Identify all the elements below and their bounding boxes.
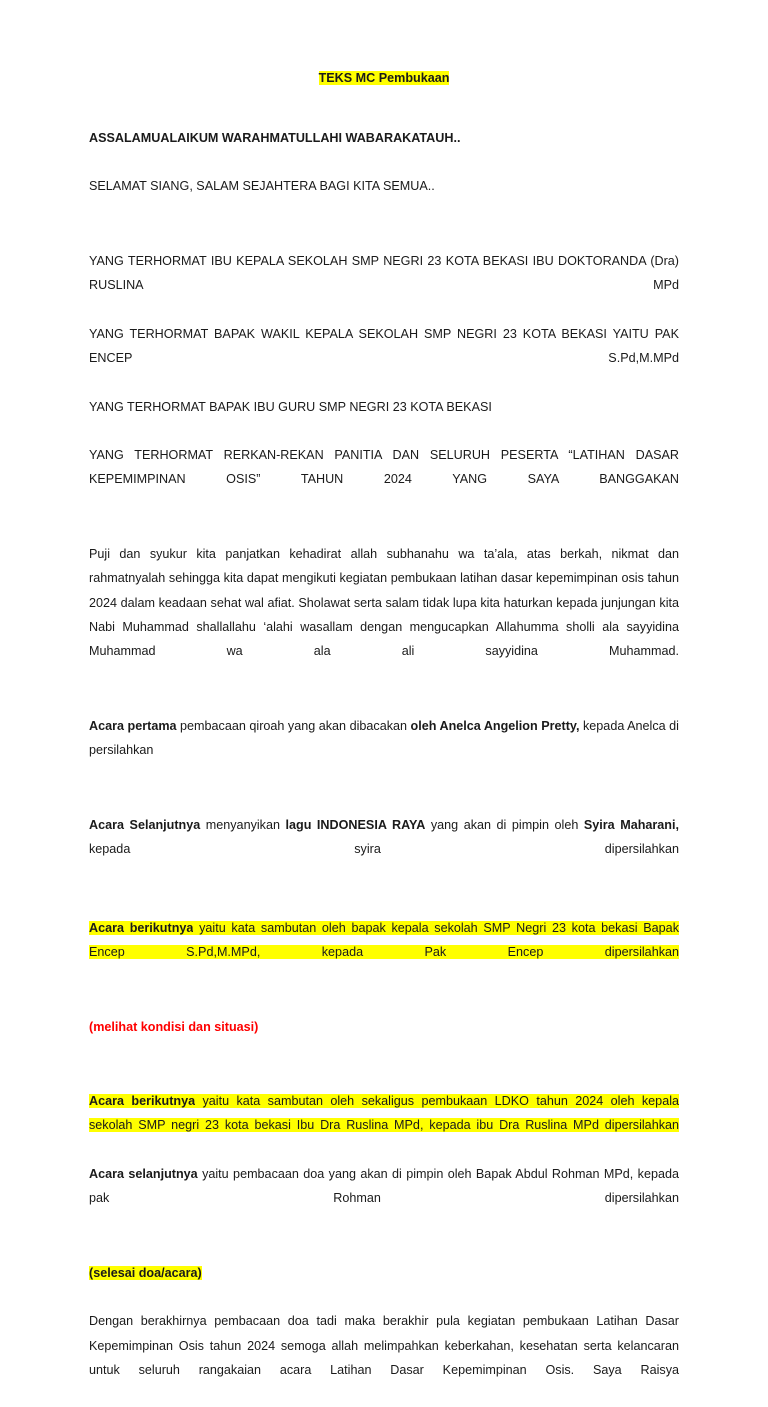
document-title: TEKS MC Pembukaan bbox=[318, 71, 450, 85]
acara-kedua-text-2: yang akan di pimpin oleh bbox=[425, 817, 584, 832]
spacer bbox=[89, 516, 679, 542]
spacer bbox=[89, 688, 679, 714]
acara-kelima-text: yaitu pembacaan doa yang akan di pimpin oleh Bapak Abdul Rohman MPd, kepada pak Rohman dipersilahkan bbox=[89, 1166, 679, 1206]
acara-ketiga-text: yaitu kata sambutan oleh bapak kepala sekolah SMP Negri 23 kota bekasi Bapak Encep S.Pd,M.MPd, kepada Pak Encep dipersilahkan bbox=[89, 920, 679, 959]
honorific-wakil-kepala-sekolah: YANG TERHORMAT BAPAK WAKIL KEPALA SEKOLAH SMP NEGRI 23 KOTA BEKASI YAITU PAK ENCEP S.Pd,M.MPd bbox=[89, 326, 679, 365]
spacer bbox=[89, 223, 679, 249]
stage-note-kondisi-text: (melihat kondisi dan situasi) bbox=[89, 1019, 259, 1034]
acara-pertama-tail: kepada Anelca di persilahkan bbox=[89, 718, 679, 758]
acara-kedua-tail: kepada syira dipersilahkan bbox=[89, 842, 679, 857]
spacer bbox=[89, 1063, 679, 1089]
acara-keempat-label: Acara berikutnya bbox=[89, 1094, 196, 1109]
spacer bbox=[89, 989, 679, 1015]
spacer bbox=[89, 115, 679, 126]
acara-kedua-text: menyanyikan bbox=[200, 817, 286, 832]
acara-kedua-label: Acara Selanjutnya bbox=[89, 817, 201, 832]
greeting-salam: ASSALAMUALAIKUM WARAHMATULLAHI WABARAKATAUH.. bbox=[89, 130, 461, 145]
stage-note-selesai-text: (selesai doa/acara) bbox=[89, 1265, 202, 1280]
stage-note-selesai bbox=[89, 1261, 679, 1310]
acara-kedua-paragraph bbox=[89, 813, 679, 886]
honorific-kepala-sekolah: YANG TERHORMAT IBU KEPALA SEKOLAH SMP NEGRI 23 KOTA BEKASI IBU DOKTORANDA (Dra) RUSLINA MPd bbox=[89, 253, 679, 293]
spacer bbox=[89, 1235, 679, 1261]
opening-paragraph: Puji dan syukur kita panjatkan kehadirat allah subhanahu wa ta’ala, atas berkah, nikmat dan rahmatnyalah sehingga kita dapat mengikuti kegiatan pembukaan latihan dasar kepemimpinan osis tahun 2024 dalam keadaan sehat wal afiat. Sholawat serta salam tidak lupa kita haturkan kepada junjungan kita Nabi Muhammad shallallahu ‘alahi wasallam dengan mengucapkan Allahumma sholli ala sayyidina Muhammad wa ala ali sayyidina Muhammad. bbox=[89, 547, 679, 659]
acara-keempat-paragraph bbox=[89, 1089, 679, 1162]
acara-kedua-song: lagu INDONESIA RAYA bbox=[285, 817, 426, 832]
acara-kelima-label: Acara selanjutnya bbox=[89, 1166, 198, 1181]
acara-keempat-text: yaitu kata sambutan oleh sekaligus pembukaan LDKO tahun 2024 oleh kepala sekolah SMP negri 23 kota bekasi Ibu Dra Ruslina MPd, kepada ibu Dra Ruslina MPd dipersilahkan bbox=[89, 1094, 679, 1133]
spacer bbox=[89, 787, 679, 813]
acara-pertama-paragraph bbox=[89, 714, 679, 787]
closing-paragraph: Dengan berakhirnya pembacaan doa tadi maka berakhir pula kegiatan pembukaan Latihan Dasar Kepemimpinan Osis tahun 2024 semoga allah melimpahkan keberkahan, kesehatan serta kelancaran untuk seluruh rangakaian acara Latihan Dasar Kepemimpinan Osis. Saya Raisya bbox=[89, 1314, 679, 1378]
greeting-selamat-siang: SELAMAT SIANG, SALAM SEJAHTERA BAGI KITA SEMUA.. bbox=[89, 179, 435, 194]
acara-pertama-text: pembacaan qiroah yang akan dibacakan bbox=[176, 718, 411, 733]
honorific-panitia-peserta: YANG TERHORMAT RERKAN-REKAN PANITIA DAN SELURUH PESERTA “LATIHAN DASAR KEPEMIMPINAN OSIS” TAHUN 2024 YANG SAYA BANGGAKAN bbox=[89, 448, 679, 487]
document-body bbox=[89, 66, 679, 1407]
honorific-bapak-ibu-guru: YANG TERHORMAT BAPAK IBU GURU SMP NEGRI 23 KOTA BEKASI bbox=[89, 399, 492, 414]
acara-kelima-paragraph bbox=[89, 1162, 679, 1235]
acara-ketiga-paragraph bbox=[89, 916, 679, 989]
spacer bbox=[89, 886, 679, 916]
acara-kedua-performer: Syira Maharani, bbox=[583, 817, 680, 832]
acara-pertama-label: Acara pertama bbox=[89, 718, 177, 733]
document-title-line bbox=[89, 66, 679, 115]
acara-ketiga-label: Acara berikutnya bbox=[89, 920, 194, 935]
stage-note-kondisi bbox=[89, 1015, 679, 1064]
acara-pertama-performer: oleh Anelca Angelion Pretty, bbox=[410, 718, 580, 733]
